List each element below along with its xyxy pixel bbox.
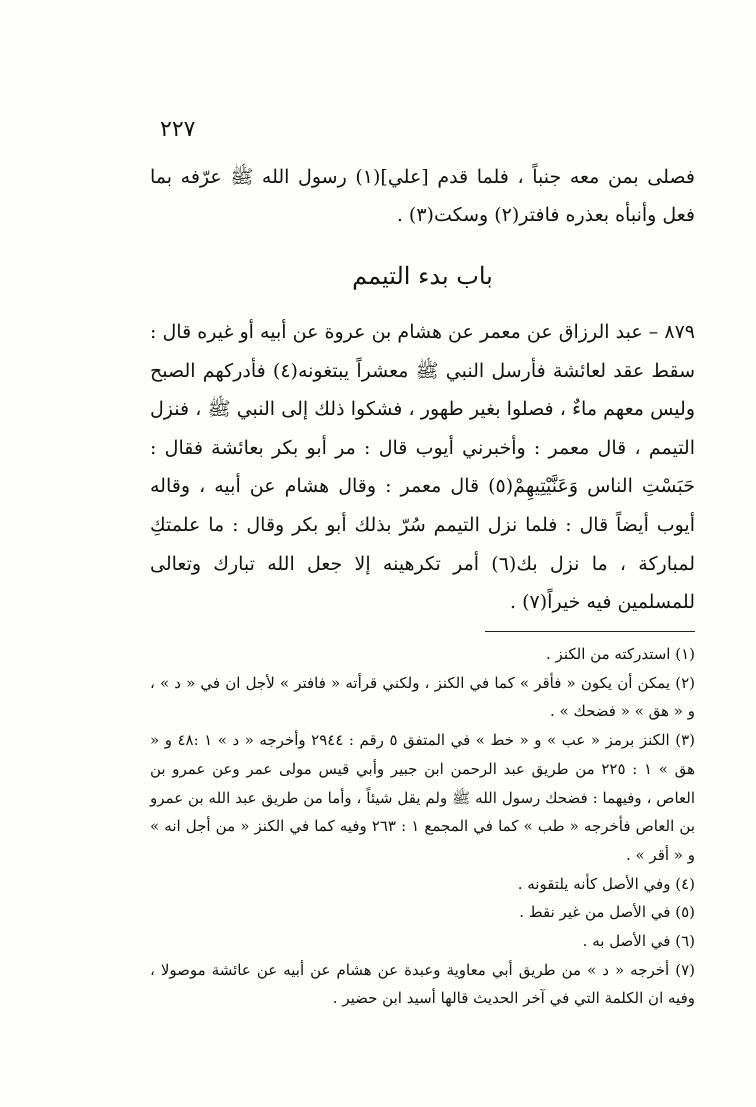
footnote-1: (١) استدركته من الكنز . [546, 645, 695, 663]
footnotes [150, 640, 695, 1013]
page-number: ٢٢٧ [160, 117, 196, 142]
footnote-7: (٧) أخرجه « د » من طريق أبي معاوية وعبدة عن هشام عن أبيه عن عائشة موصولا ، وفيه ان الكلمة التي في آخر الحديث قالها أسيد ابن حضير . [150, 960, 695, 1008]
hadith-text [150, 313, 695, 622]
footnote-6: (٦) في الأصل به . [582, 932, 695, 951]
hadith-paragraph: ٨٧٩ – عبد الرزاق عن معمر عن هشام بن عروة عن أبيه أو غيره قال : سقط عقد لعائشة فأرسل النبي ﷺ معشراً يبتغونه(٤) فأدركهم الصبح وليس معهم ماءٌ ، فصلوا بغير طهور ، فشكوا ذلك إلى النبي ﷺ ، فنزل التيمم ، قال معمر : وأخبرني أيوب قال : مر أبو بكر بعائشة فقال : حَبَسْتِ الناس وَعَنَّيْتِيهِمْ(٥) قال معمر : وقال هشام عن أبيه ، وقاله أيوب أيضاً قال : فلما نزل التيمم سُرّ بذلك أبو بكر وقال : ما علمتكِ لمباركة ، ما نزل بك(٦) أمر تكرهينه إلا جعل الله تبارك وتعالى للمسلمين فيه خيراً(٧) . [150, 321, 695, 614]
footnote-4: (٤) وفي الأصل كأنه يلتقونه . [517, 874, 695, 893]
chapter-title: باب بدء التيمم [352, 262, 493, 290]
footnote-5: (٥) في الأصل من غير نقط . [519, 903, 695, 922]
footnote-divider [485, 631, 695, 632]
intro-paragraph: فصلى بمن معه جنباً ، فلما قدم [علي](١) رسول الله ﷺ عرّفه بما فعل وأنبأه بعذره فافتر(٢) وسكت(٣) . [150, 166, 695, 226]
footnote-3: (٣) الكنز برمز « عب » و « خط » في المتفق ٥ رقم : ٢٩٤٤ وأخرجه « د » ١ :٤٨ و « هق » ١ : ٢٢٥ من طريق عبد الرحمن ابن جبير وأبي قيس مولى عمر وعن عمرو بن العاص ، وفيهما : فضحك رسول الله ﷺ ولم يقل شيئاً ، وأما من طريق عبد الله بن عمرو بن العاص فأخرجه « طب » كما في المجمع ١ : ٢٦٣ وفيه كما في الكنز « من أجل انه » و « أقر » . [150, 731, 695, 864]
footnote-2: (٢) يمكن أن يكون « فأقر » كما في الكنز ، ولكني قرأته « فافتر » لأجل ان في « د » ، و « هق » « فضحك » . [150, 673, 695, 721]
